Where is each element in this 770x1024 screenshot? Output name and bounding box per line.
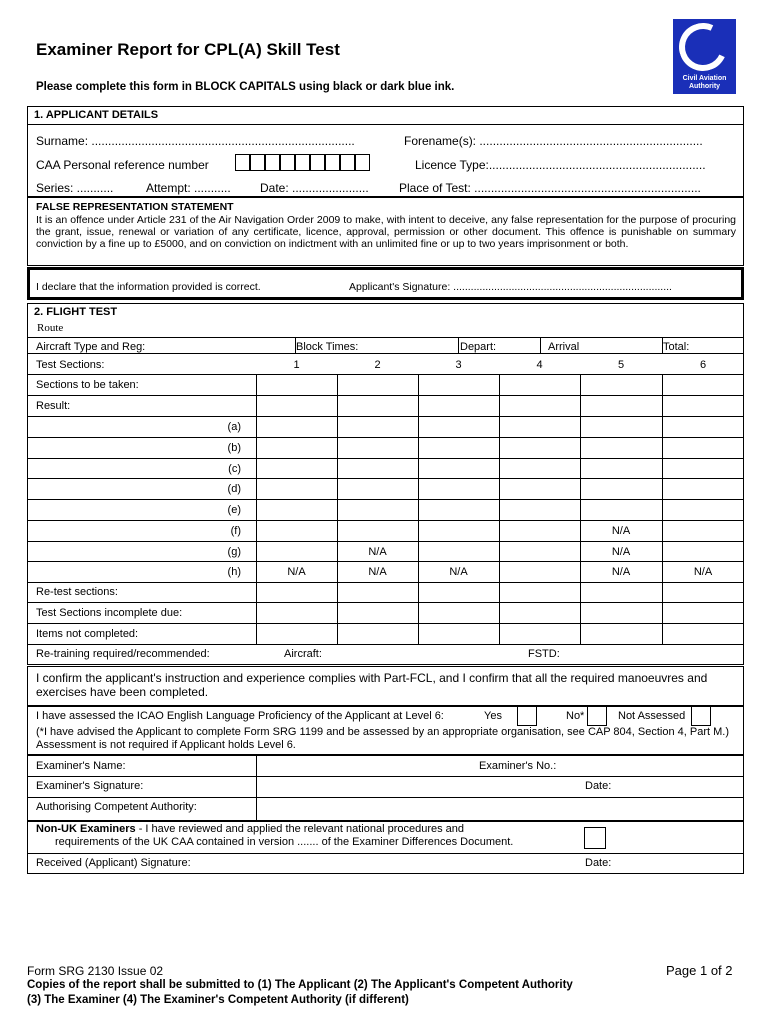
examiner-name-label: Examiner's Name: [36,760,126,772]
examiner-no-label: Examiner's No.: [479,760,557,772]
result-label: Result: [36,400,71,412]
depart-label: Depart: [460,341,497,353]
section-number-3: 3 [455,359,462,371]
licence-type-field[interactable]: Licence Type:................................................................. [415,158,706,172]
fstd-label: FSTD: [528,648,560,660]
false-representation-heading: FALSE REPRESENTATION STATEMENT [36,201,234,213]
not-completed-label: Items not completed: [36,628,139,640]
block-times-label: Block Times: [296,341,359,353]
total-label: Total: [663,341,690,353]
page-number: Page 1 of 2 [666,963,733,978]
non-uk-statement: - I have reviewed and applied the relevant national procedures and [135,823,465,835]
result-cell: N/A [611,524,631,537]
applicant-signature-field[interactable]: Applicant's Signature: ........................................................................... [349,281,672,293]
yes-label: Yes [484,710,502,722]
aircraft-type-label: Aircraft Type and Reg: [36,341,146,353]
confirm-text: I confirm the applicant's instruction and experience complies with Part-FCL, and I confirm that all the required manoeuvres and exercises have been completed. [36,671,708,699]
form-number: Form SRG 2130 Issue 02 [27,964,164,978]
section-number-1: 1 [293,359,300,371]
icao-text: I have assessed the ICAO English Language Proficiency of the Applicant at Level 6: [36,710,444,722]
aircraft-label: Aircraft: [284,648,322,660]
not-assessed-checkbox[interactable] [691,706,711,726]
yes-checkbox[interactable] [517,706,537,726]
non-uk-checkbox[interactable] [584,827,606,849]
reference-label: CAA Personal reference number [36,158,209,172]
section-number-5: 5 [617,359,625,371]
non-uk-text [36,823,464,835]
result-row-label: (g) [227,545,241,558]
result-row-label: (h) [227,566,241,579]
declaration-text: I declare that the information provided is correct. [36,281,261,293]
non-uk-bold: Non-UK Examiners [36,823,136,835]
no-label: No* [566,710,585,722]
false-representation-text: It is an offence under Article 231 of the Air Navigation Order 2009 to make, with intent to deceive, any false representation for the purpose of procuring the grant, issue, renewal or variation of any certificate, licence, approval, permission or other document. This offence is punishable on summary conviction by a fine up to £5000, and on conviction on indictment with an unlimited fine or up to two years imprisonment or both. [36,214,736,250]
not-assessed-label: Not Assessed [618,710,686,722]
result-cell: N/A [611,566,631,579]
surname-field[interactable]: Surname: ............................................................................... [36,134,355,148]
section-number-2: 2 [374,359,381,371]
copies-line-2: (3) The Examiner (4) The Examiner's Competent Authority (if different) [27,994,409,1006]
examiner-signature-label: Examiner's Signature: [36,780,144,792]
result-row-label: (f) [230,524,241,537]
section-number-6: 6 [699,359,707,371]
page-title: Examiner Report for CPL(A) Skill Test [36,40,340,59]
result-cell: N/A [449,566,468,579]
result-row-label: (c) [228,462,241,475]
result-cell: N/A [368,545,387,558]
logo-text-1: Civil Aviation [682,75,727,82]
result-row-label: (d) [227,483,241,496]
examiner-date-label: Date: [585,780,612,792]
result-row-label: (a) [227,421,241,433]
result-cell: N/A [368,566,387,579]
received-date-label: Date: [585,857,612,869]
route-label: Route [37,322,64,334]
incomplete-label: Test Sections incomplete due: [36,607,183,619]
test-sections-label: Test Sections: [36,359,105,371]
result-cell: N/A [611,545,631,558]
result-row-label: (b) [227,441,241,454]
date-field[interactable]: Date: ....................... [260,181,369,195]
arrival-label: Arrival [548,341,580,353]
received-signature-label: Received (Applicant) Signature: [36,857,191,869]
forenames-field[interactable]: Forename(s): ................................................................... [404,134,703,148]
icao-note: (*I have advised the Applicant to complete Form SRG 1199 and be assessed by an appropriate organisation, see CAP 804, Section 4, Part M.) Assessment is not required if Applicant holds Level 6. [36,726,729,751]
retraining-label: Re-training required/recommended: [36,648,210,660]
result-cell: N/A [287,566,306,579]
result-row-label: (e) [227,504,241,516]
attempt-field[interactable]: Attempt: ........... [146,181,231,195]
copies-line-1: Copies of the report shall be submitted to (1) The Applicant (2) The Applicant's Competent Authority [27,979,573,991]
section-number-4: 4 [536,359,543,371]
logo-arc-icon [672,16,734,78]
sections-to-be-taken-label: Sections to be taken: [36,379,139,391]
authorising-label: Authorising Competent Authority: [36,801,197,813]
retest-label: Re-test sections: [36,586,118,598]
section-2-heading: 2. FLIGHT TEST [34,306,118,318]
non-uk-text-2: requirements of the UK CAA contained in version ....... of the Examiner Differences Document. [55,836,514,848]
section-1-heading: 1. APPLICANT DETAILS [34,109,159,121]
result-cell: N/A [693,566,713,579]
place-of-test-field[interactable]: Place of Test: .................................................................... [399,181,701,195]
logo-text-2: Authority [688,83,721,90]
caa-logo [673,19,736,94]
series-field[interactable]: Series: ........... [36,181,114,195]
no-checkbox[interactable] [587,706,607,726]
instruction-text: Please complete this form in BLOCK CAPITALS using black or dark blue ink. [36,81,455,93]
